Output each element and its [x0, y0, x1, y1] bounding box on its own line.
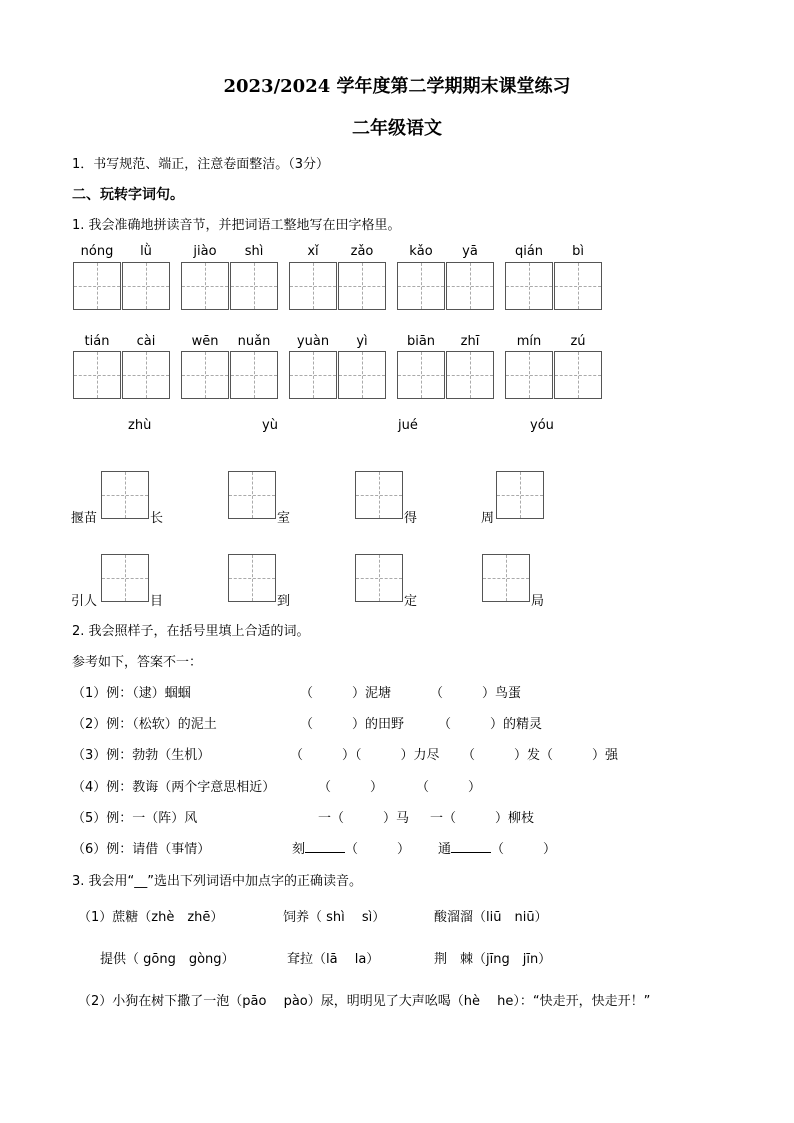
choice-item[interactable]: 提供（ gōng gòng） — [100, 952, 235, 967]
tianzige-cell[interactable] — [289, 351, 337, 399]
pinyin-label: yuàn — [296, 334, 330, 349]
pinyin-label: qián — [514, 244, 544, 259]
idiom-text: 定 — [404, 594, 418, 609]
tianzige-cell[interactable] — [228, 554, 276, 602]
tianzige-cell[interactable] — [554, 262, 602, 310]
underline-blank[interactable] — [305, 840, 345, 853]
fill-blank[interactable]: （ ）（ ）力尽 — [290, 748, 440, 763]
tianzige-cell[interactable] — [482, 554, 530, 602]
tianzige-cell[interactable] — [230, 262, 278, 310]
tianzige-cell[interactable] — [73, 262, 121, 310]
pinyin-label: jiào — [193, 244, 217, 259]
pinyin-label: shì — [244, 244, 264, 259]
fill-paren: （ ） — [491, 842, 557, 857]
tianzige-cell[interactable] — [446, 262, 494, 310]
tianzige-cell[interactable] — [496, 471, 544, 519]
reference-note: 参考如下，答案不一： — [72, 655, 203, 670]
tianzige-cell[interactable] — [122, 262, 170, 310]
question-2-2: 2. 我会照样子，在括号里填上合适的词。 — [72, 624, 310, 639]
pinyin-label: zǎo — [350, 244, 374, 259]
idiom-text: 到 — [277, 594, 291, 609]
tianzige-cell[interactable] — [230, 351, 278, 399]
pinyin-label: kǎo — [409, 244, 433, 259]
pinyin-label: tián — [84, 334, 110, 349]
pinyin-label: zhù — [128, 418, 152, 433]
fill-example: （5）例：一（阵）风 — [72, 811, 198, 826]
underline-blank[interactable] — [451, 840, 491, 853]
fill-blank[interactable]: 一（ ）柳枝 — [430, 811, 535, 826]
pinyin-label: yā — [462, 244, 478, 259]
pinyin-label: yù — [262, 418, 278, 433]
pinyin-label: jué — [398, 418, 418, 433]
choice-item[interactable]: 酸溜溜（liū niū） — [434, 910, 548, 925]
tianzige-cell[interactable] — [122, 351, 170, 399]
idiom-text: 目 — [150, 594, 164, 609]
tianzige-cell[interactable] — [338, 351, 386, 399]
pinyin-label: wēn — [191, 334, 219, 349]
fill-blank[interactable]: （ ）发（ ）强 — [462, 748, 619, 763]
fill-paren: （ ） — [345, 842, 411, 857]
fill-prefix: 刻 — [292, 842, 306, 857]
fill-blank[interactable]: （ ）鸟蛋 — [430, 686, 522, 701]
fill-example: （6）例：请借（事情） — [72, 842, 211, 857]
idiom-text: 得 — [404, 511, 418, 526]
fill-blank[interactable]: （ ） — [416, 780, 482, 795]
idiom-text: 长 — [150, 511, 164, 526]
pinyin-label: biān — [406, 334, 436, 349]
pinyin-label: cài — [136, 334, 156, 349]
question-1: 1．书写规范、端正，注意卷面整洁。（3分） — [72, 157, 330, 172]
page-subtitle: 二年级语文 — [352, 118, 442, 139]
pinyin-label: zhī — [460, 334, 480, 349]
tianzige-cell[interactable] — [397, 351, 445, 399]
tianzige-cell[interactable] — [181, 262, 229, 310]
idiom-text: 周 — [481, 511, 495, 526]
idiom-text: 揠苗 — [71, 511, 98, 526]
fill-example: （4）例：教诲（两个字意思相近） — [72, 780, 276, 795]
pinyin-label: nóng — [80, 244, 114, 259]
fill-blank[interactable]: （ ）泥塘 — [300, 686, 392, 701]
pinyin-label: lǜ — [140, 244, 152, 259]
tianzige-cell[interactable] — [505, 262, 553, 310]
idiom-text: 引人 — [71, 594, 98, 609]
pinyin-label: zú — [570, 334, 586, 349]
choice-item[interactable]: 耷拉（lā la） — [287, 952, 380, 967]
choice-item[interactable]: 荆 棘（jīng jīn） — [434, 952, 552, 967]
fill-blank-row[interactable] — [292, 838, 410, 857]
tianzige-cell[interactable] — [101, 554, 149, 602]
question-2-1: 1. 我会准确地拼读音节，并把词语工整地写在田字格里。 — [72, 218, 401, 233]
tianzige-cell[interactable] — [73, 351, 121, 399]
tianzige-cell[interactable] — [338, 262, 386, 310]
tianzige-cell[interactable] — [181, 351, 229, 399]
pinyin-label: bì — [572, 244, 584, 259]
choice-item[interactable]: 饲养（ shì sì） — [283, 910, 386, 925]
tianzige-cell[interactable] — [289, 262, 337, 310]
tianzige-cell[interactable] — [355, 471, 403, 519]
pinyin-label: yóu — [530, 418, 554, 433]
tianzige-cell[interactable] — [101, 471, 149, 519]
idiom-text: 室 — [277, 511, 291, 526]
question-2-3: 3. 我会用“__”选出下列词语中加点字的正确读音。 — [72, 874, 363, 889]
pinyin-label: xǐ — [307, 244, 319, 259]
tianzige-cell[interactable] — [228, 471, 276, 519]
tianzige-cell[interactable] — [355, 554, 403, 602]
pinyin-label: nuǎn — [237, 334, 271, 349]
tianzige-cell[interactable] — [446, 351, 494, 399]
page-title: 2023/2024 学年度第二学期期末课堂练习 — [223, 76, 571, 97]
tianzige-cell[interactable] — [505, 351, 553, 399]
choice-sentence[interactable]: （2）小狗在树下撒了一泡（pāo pào）尿，明明见了大声吆喝（hè he）：“快走开，快走开！” — [78, 994, 651, 1009]
fill-blank[interactable]: （ ）的田野 — [300, 717, 405, 732]
idiom-text: 局 — [531, 594, 545, 609]
fill-example: （3）例：勃勃（生机） — [72, 748, 211, 763]
fill-blank-row[interactable] — [438, 838, 556, 857]
tianzige-cell[interactable] — [397, 262, 445, 310]
pinyin-label: mín — [516, 334, 542, 349]
fill-prefix: 通 — [438, 842, 452, 857]
pinyin-label: yì — [356, 334, 368, 349]
fill-example: （2）例：（松软）的泥土 — [72, 717, 217, 732]
choice-item[interactable]: （1）蔗糖（zhè zhē） — [78, 910, 224, 925]
tianzige-cell[interactable] — [554, 351, 602, 399]
fill-blank[interactable]: 一（ ）马 — [318, 811, 410, 826]
fill-blank[interactable]: （ ） — [318, 780, 384, 795]
fill-example: （1）例：（逮）蝈蝈 — [72, 686, 191, 701]
section-2-heading: 二、玩转字词句。 — [72, 187, 184, 203]
fill-blank[interactable]: （ ）的精灵 — [438, 717, 543, 732]
